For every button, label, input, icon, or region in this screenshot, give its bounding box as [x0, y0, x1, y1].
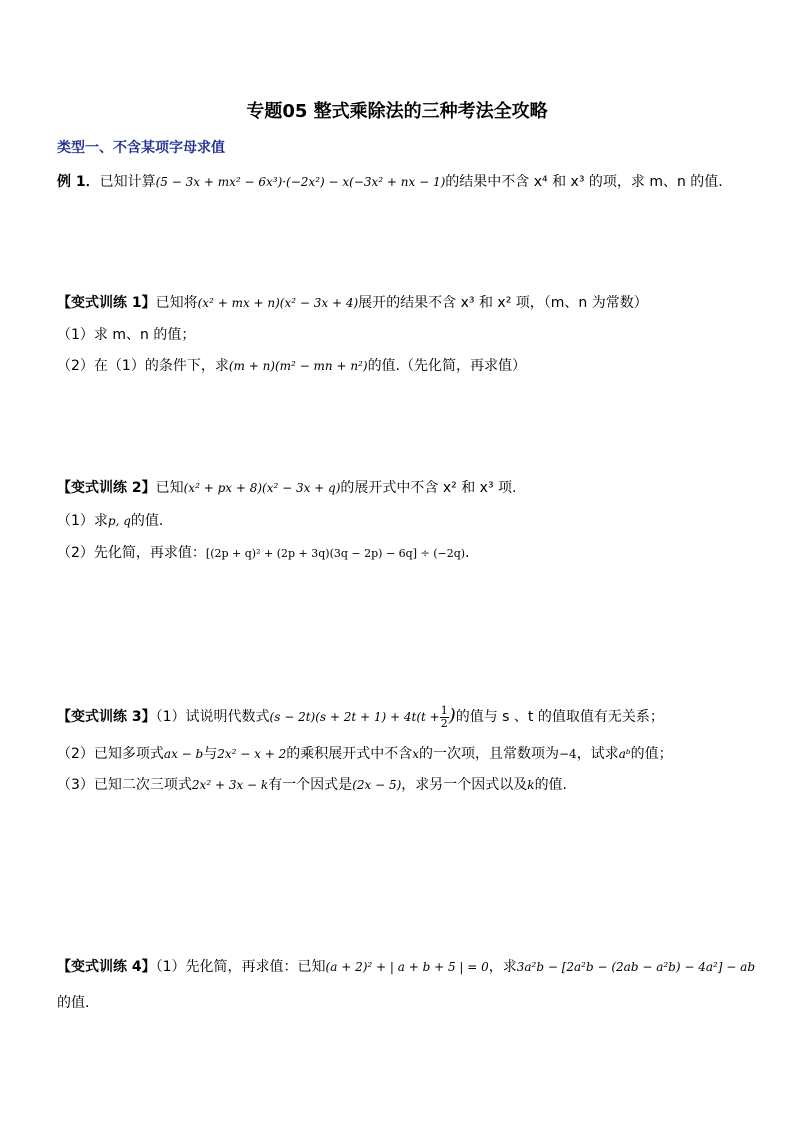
variant-3-q2-e1: ax − b [163, 747, 204, 761]
variant-3-q1-expr: (s − 2t)(s + 2t + 1) + 4t(t + [269, 710, 440, 724]
fraction-numerator: 1 [440, 703, 448, 717]
variant-3-q3-post: ，求另一个因式以及 [401, 777, 528, 793]
variant-3-q3-k: k [527, 778, 535, 792]
variant-2 [57, 478, 516, 498]
variant-1-post: 展开的结果不含 x³ 和 x² 项，（m、n 为常数） [358, 295, 648, 311]
variant-3-q1-close: ) [448, 705, 456, 726]
example-1-pre: 已知计算 [99, 174, 156, 190]
variant-3-q1-post: 的值与 s 、t 的值取值有无关系； [455, 709, 664, 725]
variant-2-q1-post: 的值. [130, 513, 164, 529]
variant-4-expr: 3a²b − [2a²b − (2ab − a²b) − 4a²] − ab [516, 960, 756, 974]
variant-1-q2-expr: (m + n)(m² − mn + n²) [228, 359, 368, 373]
variant-2-q2-pre: （2）先化简，再求值： [57, 545, 206, 561]
variant-3-q3-post2: 的值. [534, 777, 568, 793]
variant-3-q3-pre: （3）已知二次三项式 [57, 777, 192, 793]
variant-3-q3 [57, 775, 567, 795]
variant-4-label: 【变式训练 4】 [57, 959, 156, 975]
example-1-expr: (5 − 3x + mx² − 6x³)·(−2x²) − x(−3x² + nx − 1) [155, 175, 446, 189]
variant-3-q2-post3: ，试求 [576, 746, 619, 762]
variant-2-q1 [57, 511, 163, 531]
variant-3-q2-pre: （2）已知多项式 [57, 746, 164, 762]
variant-3-label: 【变式训练 3】 [57, 709, 156, 725]
variant-1-expr: (x² + mx + n)(x² − 3x + 4) [197, 296, 359, 310]
variant-1-q1: （1）求 m、n 的值； [57, 327, 196, 343]
variant-1-q2-pre: （2）在（1）的条件下，求 [57, 358, 229, 374]
section-heading: 类型一、不含某项字母求值 [57, 140, 225, 156]
variant-2-q1-expr: p, q [107, 514, 131, 528]
variant-2-q2 [57, 543, 470, 564]
variant-4-cond: (a + 2)² + | a + b + 5 | = 0 [325, 960, 489, 974]
variant-1 [57, 293, 648, 313]
variant-2-q1-pre: （1）求 [57, 513, 108, 529]
example-1 [57, 172, 723, 192]
variant-3-q2-e2: 2x² − x + 2 [217, 747, 287, 761]
variant-2-q2-expr: [(2p + q)² + (2p + 3q)(3q − 2p) − 6q] ÷ (−2q) [205, 547, 466, 560]
variant-3 [57, 703, 664, 730]
example-1-label: 例 1． [57, 174, 100, 190]
variant-3-q2 [57, 744, 673, 764]
variant-3-q2-x: x [412, 747, 419, 761]
variant-3-q3-factor: (2x − 5) [352, 778, 402, 792]
variant-1-q2-post: 的值.（先化简，再求值） [367, 358, 527, 374]
variant-3-q3-mid: 有一个因式是 [268, 777, 353, 793]
variant-1-label: 【变式训练 1】 [57, 295, 156, 311]
variant-3-q2-post: 的乘积展开式中不含 [286, 746, 413, 762]
variant-3-q3-expr: 2x² + 3x − k [191, 778, 269, 792]
variant-3-q2-const: −4 [558, 747, 577, 761]
variant-3-q2-post4: 的值； [630, 746, 673, 762]
variant-3-q2-ab: aᵇ [618, 747, 631, 761]
variant-2-post: 的展开式中不含 x² 和 x³ 项. [340, 480, 517, 496]
variant-3-q2-post2: 的一次项，且常数项为 [418, 746, 559, 762]
variant-3-fraction [440, 705, 449, 730]
example-1-post: 的结果中不含 x⁴ 和 x³ 的项，求 m、n 的值. [445, 174, 723, 190]
variant-1-q2 [57, 356, 526, 376]
variant-1-pre: 已知将 [155, 295, 198, 311]
fraction-denominator: 2 [440, 716, 448, 730]
variant-4-line2: 的值. [57, 995, 90, 1011]
variant-2-expr: (x² + px + 8)(x² − 3x + q) [183, 481, 341, 495]
variant-4-pre: （1）先化简，再求值：已知 [155, 959, 326, 975]
variant-3-q1-pre: （1）试说明代数式 [155, 709, 270, 725]
variant-2-pre: 已知 [155, 480, 184, 496]
variant-2-q2-post: . [465, 545, 470, 561]
variant-4 [57, 957, 755, 977]
page-title: 专题05 整式乘除法的三种考法全攻略 [246, 101, 548, 122]
variant-2-label: 【变式训练 2】 [57, 480, 156, 496]
variant-3-q2-mid: 与 [203, 746, 218, 762]
variant-4-mid: ，求 [488, 959, 517, 975]
